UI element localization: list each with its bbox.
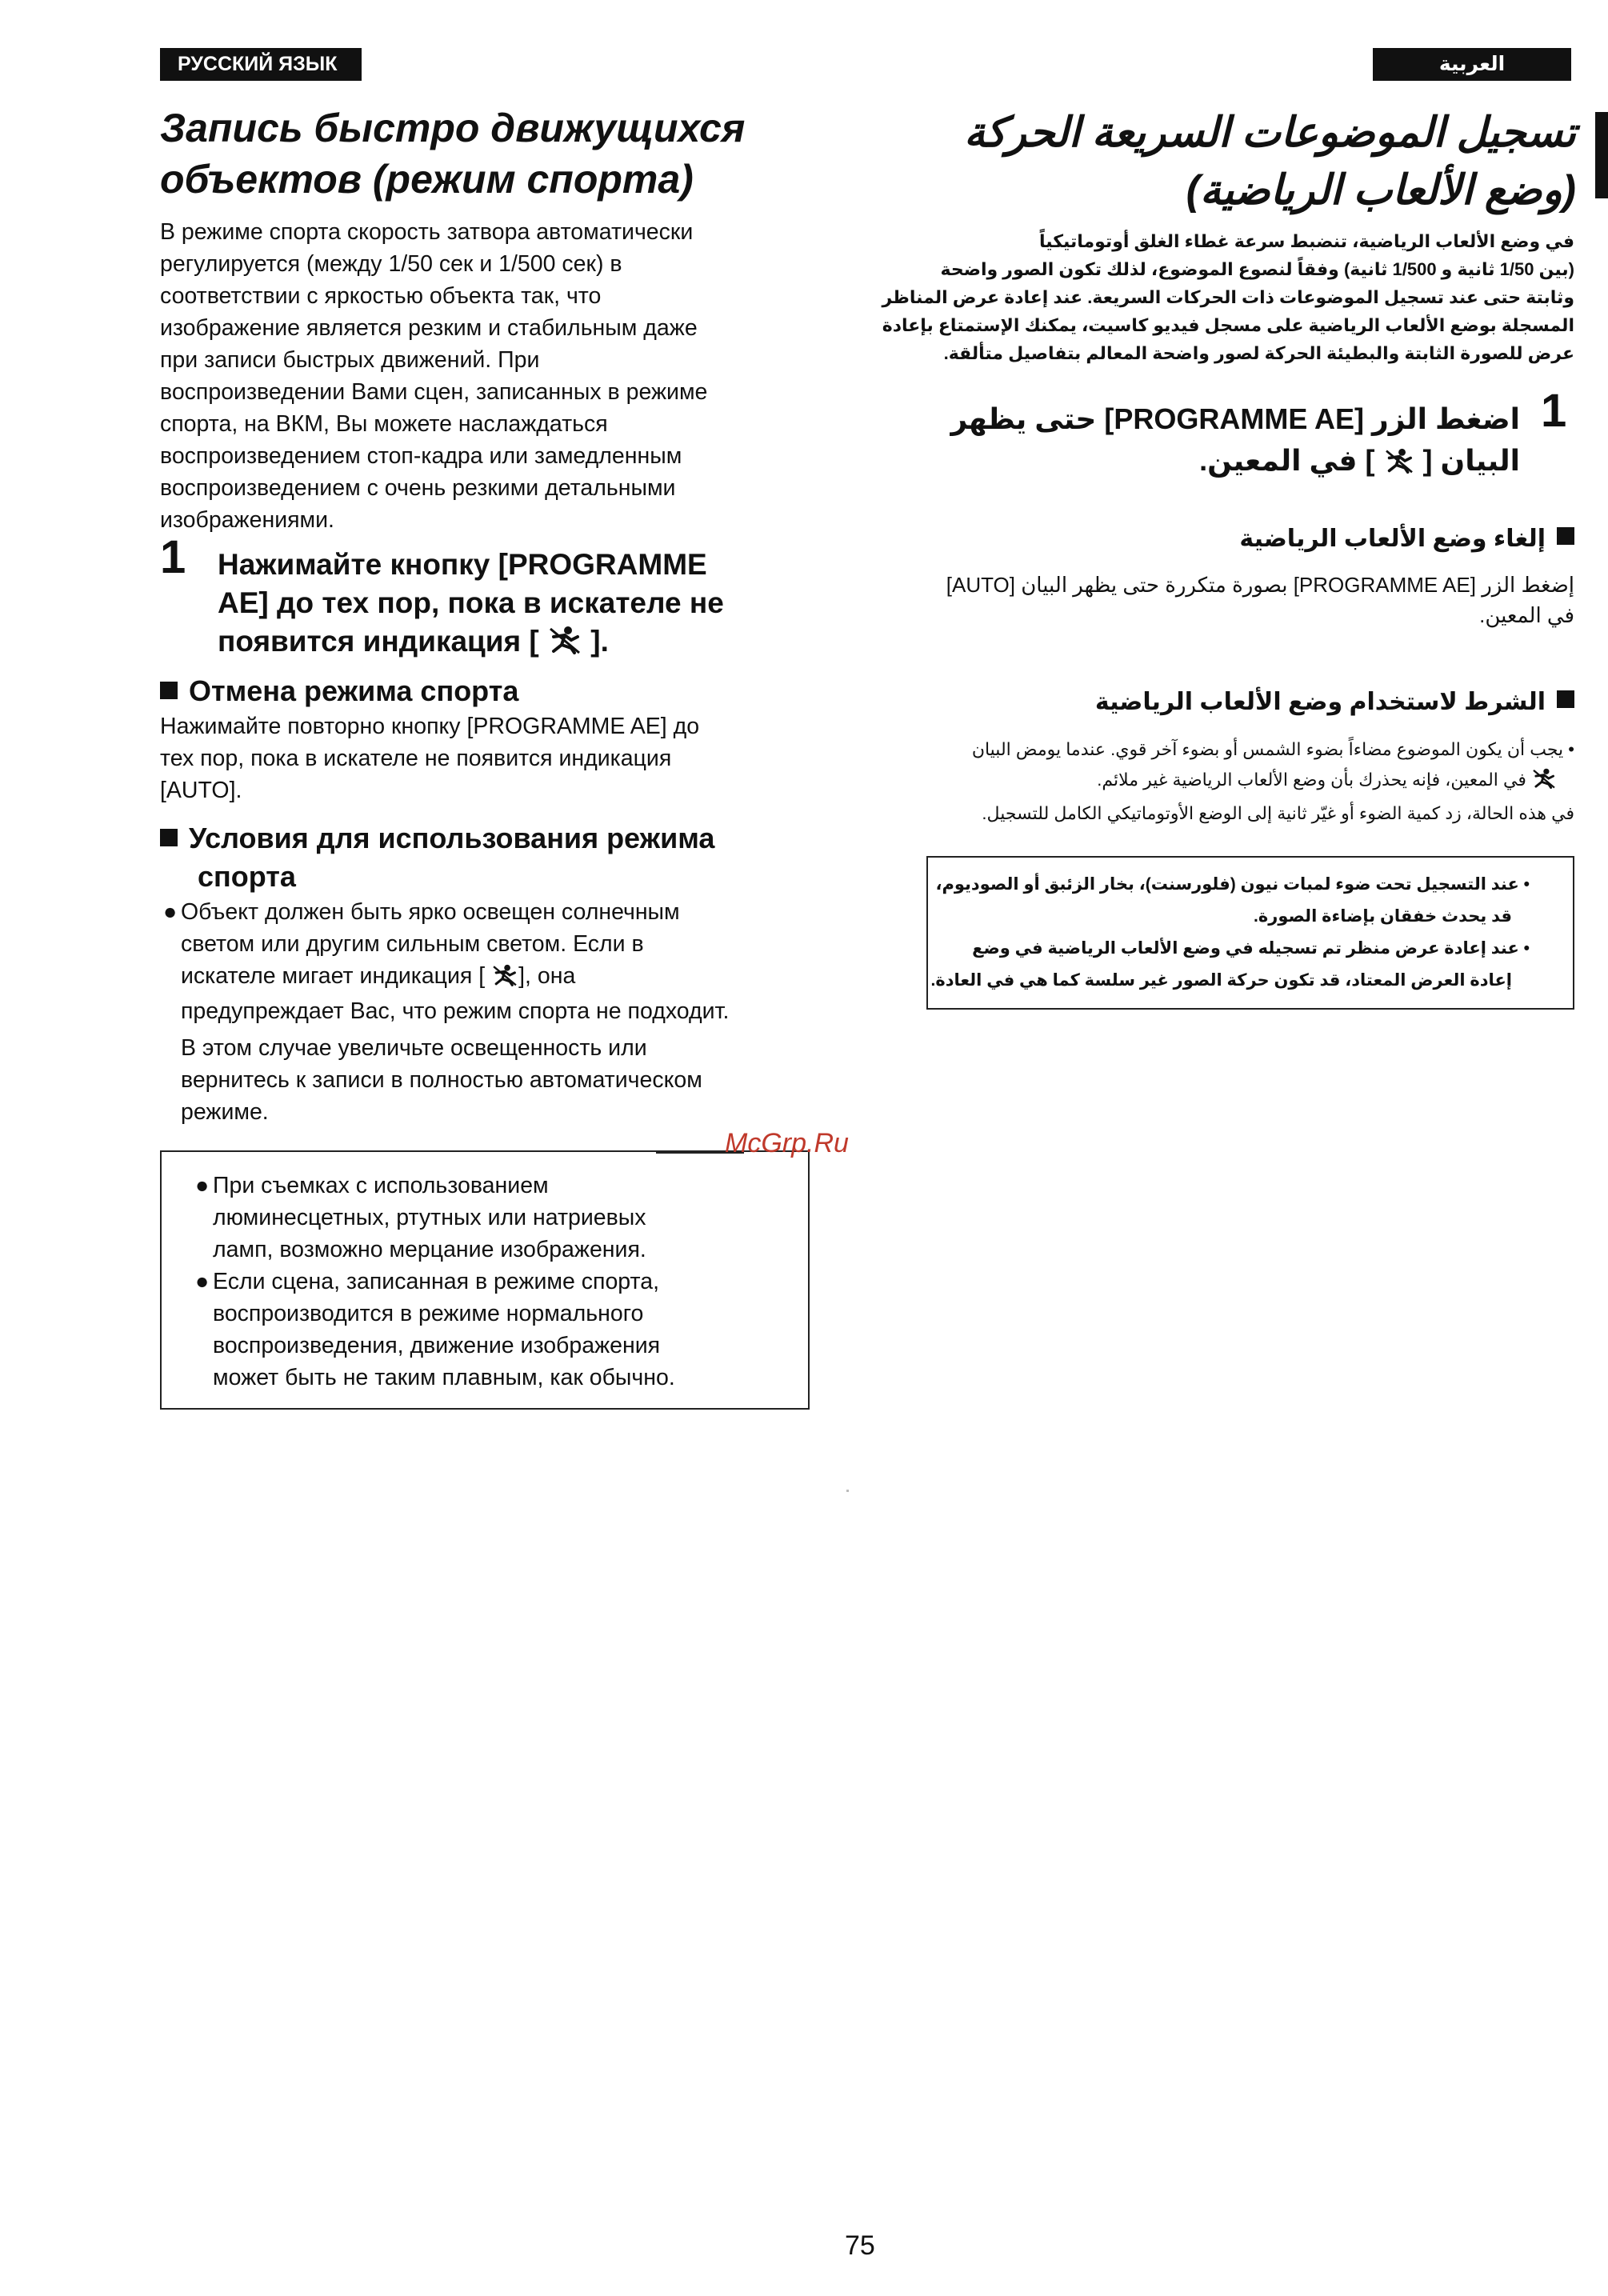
intro-line: изображение является резким и стабильным даже <box>160 315 698 341</box>
intro-line: регулируется (между 1/50 сек и 1/500 сек) в <box>160 251 622 277</box>
note-line: عند إعادة عرض منظر تم تسجيله في وضع الألعاب الرياضية في وضع <box>972 939 1519 958</box>
language-label-arabic: العربية <box>1373 48 1571 81</box>
bullet-line: предупреждает Вас, что режим спорта не подходит. <box>181 998 730 1024</box>
russian-step-number: 1 <box>160 531 186 583</box>
note-line: люминесцетных, ртутных или натриевых <box>213 1205 646 1230</box>
intro-line: воспроизведением с очень резкими детальными <box>160 475 676 501</box>
heading-text: Условия для использования режима <box>189 822 715 854</box>
russian-step-instruction <box>218 546 842 664</box>
square-bullet-icon <box>1557 527 1574 545</box>
step-line <box>218 622 842 664</box>
arabic-note-text <box>930 869 1530 997</box>
bullet-dot: ● <box>163 899 178 925</box>
bullet-line: искателе мигает индикация [ <box>181 963 486 989</box>
intro-line: المسجلة بوضع الألعاب الرياضية على مسجل فيديو كاسيت، يمكنك الإستمتاع بإعادة <box>882 315 1574 335</box>
watermark: McGrp.Ru <box>725 1128 849 1158</box>
cancel-line: في المعين. <box>1479 603 1574 627</box>
russian-intro <box>160 216 832 536</box>
title-line: (وضع الألعاب الرياضية) <box>1186 167 1576 214</box>
note-line: إعادة العرض المعتاد، قد تكون حركة الصور غير سلسة كما هي في العادة. <box>930 971 1512 990</box>
bullet-dot: ● <box>195 1173 210 1198</box>
arabic-step-number: 1 <box>1541 385 1567 437</box>
bullet-dot: • <box>1523 875 1530 894</box>
note-line: قد يحدث خفقان بإضاءة الصورة. <box>1254 907 1512 926</box>
arabic-cancel-text <box>928 570 1574 630</box>
note-line: Если сцена, записанная в режиме спорта, <box>213 1269 660 1294</box>
title-line: Запись быстро движущихся <box>160 106 746 150</box>
note-line: воспроизводится в режиме нормального <box>213 1301 644 1326</box>
intro-line: спорта, на ВКМ, Вы можете наслаждаться <box>160 411 608 437</box>
bullet-line: يجب أن يكون الموضوع مضاءاً بضوء الشمس أو بضوء آخر قوي. عندما يومض البيان <box>971 739 1564 759</box>
russian-title <box>160 102 864 205</box>
sports-mode-icon <box>547 626 582 664</box>
sports-mode-icon <box>1383 443 1415 485</box>
bullet-line: В этом случае увеличьте освещенность или <box>181 1035 647 1061</box>
bullet-line-end: ], она <box>518 963 576 989</box>
page-number: 75 <box>845 2230 875 2261</box>
page-edge-marker <box>1595 112 1608 198</box>
step-line <box>920 440 1520 485</box>
note-line: عند التسجيل تحت ضوء لمبات نيون (فلورسنت)، بخار الزئبق أو الصوديوم، <box>935 875 1519 894</box>
heading-text: Отмена режима спорта <box>189 674 519 707</box>
title-line: объектов (режим спорта) <box>160 157 694 202</box>
intro-line: соответствии с яркостью объекта так, что <box>160 283 602 309</box>
intro-line: изображениями. <box>160 507 334 533</box>
bullet-line: في هذه الحالة، زد كمية الضوء أو غيّر ثانية إلى الوضع الأوتوماتيكي الكامل للتسجيل. <box>982 803 1574 823</box>
note-line: воспроизведения, движение изображения <box>213 1333 661 1358</box>
arabic-step-instruction <box>920 398 1520 485</box>
language-label-russian: РУССКИЙ ЯЗЫК <box>160 48 362 81</box>
step-line: AE] до тех пор, пока в искателе не <box>218 586 724 619</box>
intro-line: في وضع الألعاب الرياضية، تنضبط سرعة غطاء الغلق أوتوماتيكياً <box>1038 231 1574 251</box>
arabic-title <box>920 104 1576 219</box>
arabic-cancel-heading <box>918 522 1574 557</box>
step-line-end: ]. <box>590 625 609 658</box>
intro-line: воспроизведением стоп-кадра или замедленным <box>160 443 682 469</box>
bullet-dot: • <box>1523 939 1530 958</box>
step-line-text: ] في المعين. <box>1199 444 1375 477</box>
bullet-line: вернитесь к записи в полностью автоматическом <box>181 1067 702 1093</box>
russian-conditions-bullet <box>163 896 819 1128</box>
intro-line: воспроизведении Вами сцен, записанных в режиме <box>160 379 708 405</box>
note-line: При съемках с использованием <box>213 1173 549 1198</box>
step-line-text: البيان [ <box>1422 444 1520 477</box>
arabic-intro <box>882 227 1574 367</box>
sports-mode-icon <box>491 963 518 995</box>
intro-line: عرض للصورة الثابتة والبطيئة الحركة لصور واضحة المعالم بتفاصيل متألقة. <box>943 343 1574 363</box>
step-line: Нажимайте кнопку [PROGRAMME <box>218 548 707 581</box>
square-bullet-icon <box>1557 690 1574 708</box>
bullet-dot: ● <box>195 1269 210 1294</box>
russian-cancel-text <box>160 710 832 806</box>
cancel-line: [AUTO]. <box>160 778 242 803</box>
intro-line: при записи быстрых движений. При <box>160 347 540 373</box>
intro-line: (بين 1/50 ثانية و 1/500 ثانية) وفقاً لنصوع الموضوع، لذلك تكون الصور واضحة <box>940 259 1574 279</box>
sports-mode-icon <box>1531 768 1557 798</box>
russian-cancel-heading <box>160 672 518 710</box>
step-line: اضغط الزر [PROGRAMME AE] حتى يظهر <box>950 402 1520 435</box>
scan-speck <box>846 1490 849 1492</box>
bullet-line: режиме. <box>181 1099 269 1125</box>
cancel-line: إضغط الزر [PROGRAMME AE] بصورة متكررة حتى يظهر البيان [AUTO] <box>946 573 1574 597</box>
cancel-line: тех пор, пока в искателе не появится индикация <box>160 746 672 771</box>
russian-conditions-heading <box>160 819 714 896</box>
square-bullet-icon <box>160 682 178 699</box>
note-line: ламп, возможно мерцание изображения. <box>213 1237 646 1262</box>
step-line-text: появится индикация [ <box>218 625 539 658</box>
heading-text: الشرط لاستخدام وضع الألعاب الرياضية <box>1094 689 1546 715</box>
arabic-conditions-text <box>928 734 1574 829</box>
arabic-conditions-heading <box>918 685 1574 720</box>
bullet-line: Объект должен быть ярко освещен солнечным <box>181 899 680 925</box>
heading-text: спорта <box>198 860 296 893</box>
bullet-line: في المعين، فإنه يحذرك بأن وضع الألعاب الرياضية غير ملائم. <box>1097 770 1526 790</box>
bullet-line: светом или другим сильным светом. Если в <box>181 931 644 957</box>
note-line: может быть не таким плавным, как обычно. <box>213 1365 675 1390</box>
title-line: تسجيل الموضوعات السريعة الحركة <box>964 110 1576 156</box>
russian-note-text <box>195 1170 803 1394</box>
intro-line: В режиме спорта скорость затвора автоматически <box>160 219 694 245</box>
bullet-dot: • <box>1568 739 1574 759</box>
cancel-line: Нажимайте повторно кнопку [PROGRAMME AE] до <box>160 714 700 739</box>
square-bullet-icon <box>160 829 178 846</box>
heading-text: إلغاء وضع الألعاب الرياضية <box>1239 526 1546 552</box>
intro-line: وثابتة حتى عند تسجيل الموضوعات ذات الحركات السريعة. عند إعادة عرض المناظر <box>882 287 1574 307</box>
